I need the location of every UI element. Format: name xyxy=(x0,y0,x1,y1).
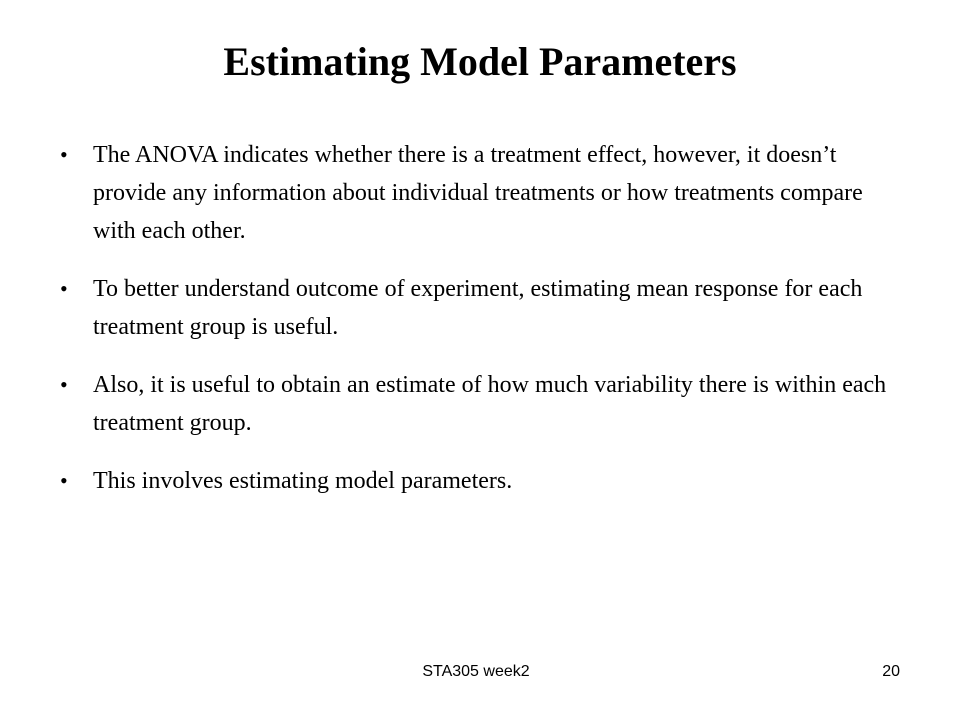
bullet-item xyxy=(60,462,910,500)
bullet-icon: • xyxy=(60,276,68,301)
bullet-item xyxy=(60,366,910,442)
bullet-text: This involves estimating model parameters. xyxy=(93,468,513,494)
footer-text: STA305 week2 xyxy=(422,663,530,680)
bullet-icon: • xyxy=(60,468,68,493)
bullet-text: To better understand outcome of experiment, estimating mean response for each treatment group is useful. xyxy=(93,276,863,340)
bullet-icon: • xyxy=(60,142,68,167)
bullet-item xyxy=(60,270,910,346)
bullet-list xyxy=(60,136,910,520)
bullet-icon: • xyxy=(60,372,68,397)
bullet-item xyxy=(60,136,910,250)
page-number: 20 xyxy=(882,663,900,680)
bullet-text: Also, it is useful to obtain an estimate of how much variability there is within each treatment group. xyxy=(93,372,887,436)
bullet-text: The ANOVA indicates whether there is a treatment effect, however, it doesn’t provide any information about individual treatments or how treatments compare with each other. xyxy=(93,142,863,244)
slide-title: Estimating Model Parameters xyxy=(223,39,737,84)
